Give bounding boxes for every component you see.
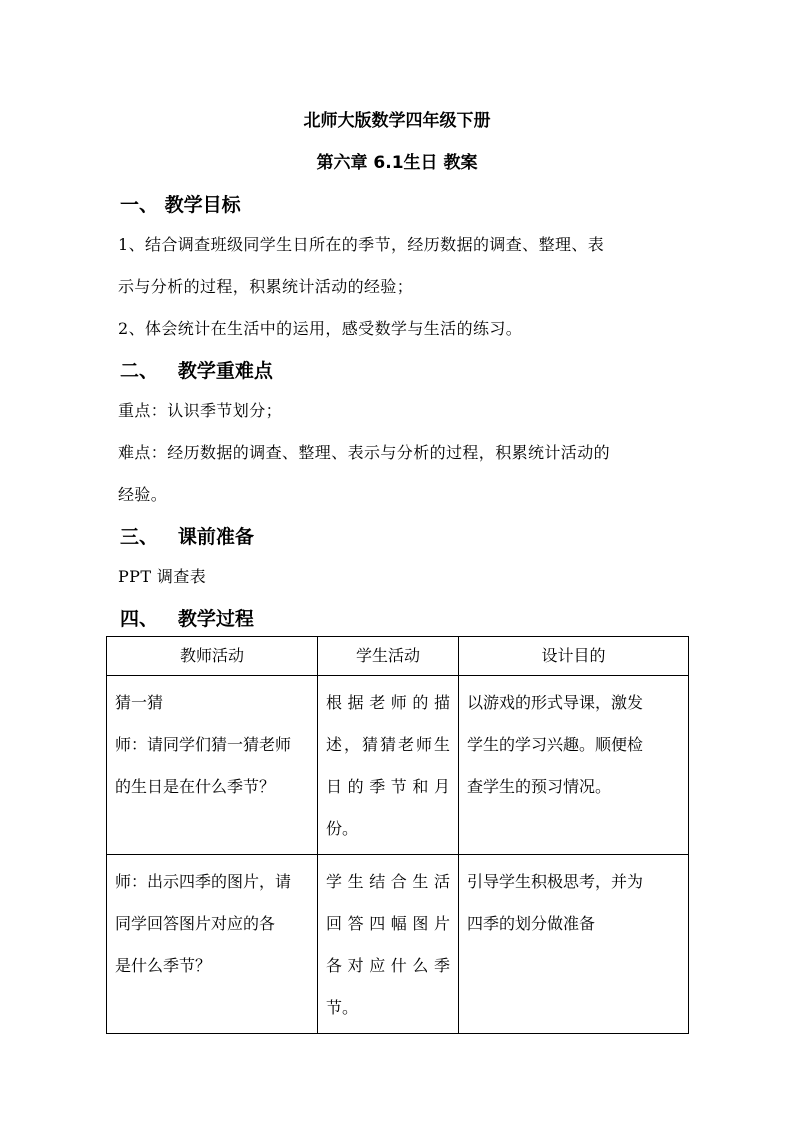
cell-line: 份。 <box>326 819 359 838</box>
header-design-purpose: 设计目的 <box>459 637 689 676</box>
preparation-line: PPT 调查表 <box>118 567 207 586</box>
cell-purpose <box>459 855 689 1034</box>
cell-line: 同学回答图片对应的各 <box>115 914 276 933</box>
cell-line: 查学生的预习情况。 <box>467 777 612 796</box>
cell-line: 猜一猜 <box>115 693 164 712</box>
cell-line: 四季的划分做准备 <box>467 914 596 933</box>
table-row <box>107 676 689 855</box>
section-heading-preparation: 三、 课前准备 <box>120 526 254 548</box>
cell-line: 学生结合生活 <box>326 872 450 891</box>
cell-line: 节。 <box>326 998 359 1017</box>
table-row <box>107 855 689 1034</box>
table-header-row <box>107 637 689 676</box>
cell-student <box>318 855 459 1034</box>
teaching-process-table <box>106 636 689 1034</box>
document-subtitle: 第六章 6.1生日 教案 <box>316 153 478 173</box>
cell-line: 的生日是在什么季节？ <box>115 777 276 796</box>
cell-line: 日的季节和月 <box>326 777 450 796</box>
cell-student <box>318 676 459 855</box>
cell-line: 各对应什么季 <box>326 956 450 975</box>
objective-line-1: 1、结合调查班级同学生日所在的季节，经历数据的调查、整理、表 <box>118 235 605 254</box>
objective-line-3: 2、体会统计在生活中的运用，感受数学与生活的练习。 <box>118 319 523 338</box>
section-heading-process: 四、 教学过程 <box>120 608 254 630</box>
header-teacher-activity: 教师活动 <box>107 637 318 676</box>
difficulty-line-2: 经验。 <box>118 485 168 504</box>
cell-line: 回答四幅图片 <box>326 914 450 933</box>
key-point-line: 重点：认识季节划分； <box>118 401 283 420</box>
cell-line: 是什么季节？ <box>115 956 212 975</box>
cell-line: 以游戏的形式导课，激发 <box>467 693 644 712</box>
section-heading-objectives: 一、 教学目标 <box>120 194 241 216</box>
section-heading-key-points: 二、 教学重难点 <box>120 360 273 382</box>
header-student-activity: 学生活动 <box>318 637 459 676</box>
cell-teacher <box>107 676 318 855</box>
document-title: 北师大版数学四年级下册 <box>303 111 491 131</box>
cell-teacher <box>107 855 318 1034</box>
cell-line: 师：出示四季的图片，请 <box>115 872 292 891</box>
objective-line-2: 示与分析的过程，积累统计活动的经验； <box>118 277 414 296</box>
cell-line: 引导学生积极思考，并为 <box>467 872 644 891</box>
cell-purpose <box>459 676 689 855</box>
cell-line: 根据老师的描 <box>326 693 450 712</box>
cell-line: 述，猜猜老师生 <box>326 735 450 754</box>
cell-line: 学生的学习兴趣。顺便检 <box>467 735 644 754</box>
cell-line: 师：请同学们猜一猜老师 <box>115 735 292 754</box>
difficulty-line-1: 难点：经历数据的调查、整理、表示与分析的过程，积累统计活动的 <box>118 443 611 462</box>
